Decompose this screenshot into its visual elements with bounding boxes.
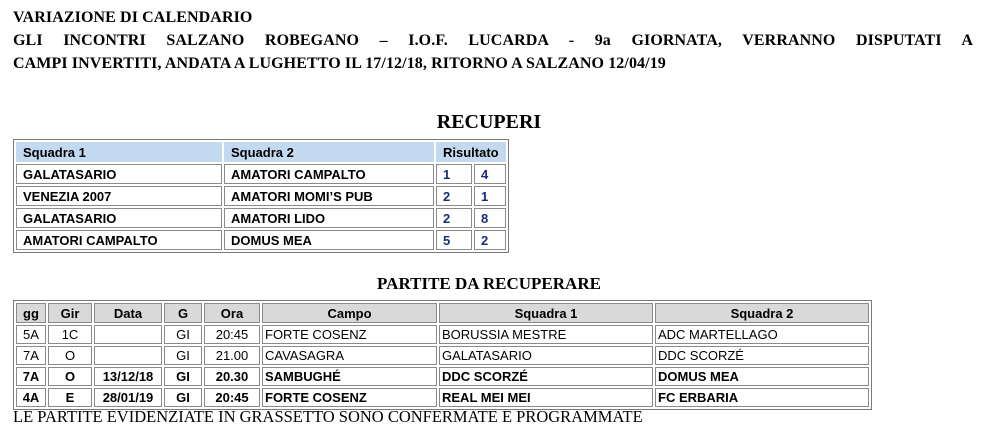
column-header-gir: Gir (48, 303, 92, 323)
score-2-cell: 8 (474, 208, 506, 228)
column-header-squadra-1: Squadra 1 (16, 142, 222, 162)
table-row (16, 388, 869, 407)
footer-note: LE PARTITE EVIDENZIATE IN GRASSETTO SONO CONFERMATE E PROGRAMMATE (13, 407, 643, 426)
squadra-1-cell: REAL MEI MEI (439, 388, 653, 407)
score-1-cell: 2 (436, 186, 472, 206)
squadra-2-cell: DDC SCORZÉ (655, 346, 869, 365)
gir-cell: O (48, 367, 92, 386)
column-header-campo: Campo (262, 303, 437, 323)
gir-cell: 1C (48, 325, 92, 344)
squadra-1-cell: DDC SCORZÉ (439, 367, 653, 386)
table-row (16, 367, 869, 386)
column-header-g: G (164, 303, 202, 323)
recuperi-table (13, 139, 509, 253)
gir-cell: E (48, 388, 92, 407)
score-1-cell: 1 (436, 164, 472, 184)
team-1-cell: GALATASARIO (16, 208, 222, 228)
g-cell: GI (164, 388, 202, 407)
announcement-line-2: CAMPI INVERTITI, ANDATA A LUGHETTO IL 17/12/18, RITORNO A SALZANO 12/04/19 (13, 55, 666, 72)
data-cell: 28/01/19 (94, 388, 162, 407)
column-header-squadra-2: Squadra 2 (655, 303, 869, 323)
column-header-gg: gg (16, 303, 46, 323)
score-1-cell: 2 (436, 208, 472, 228)
recuperi-header-row (16, 142, 506, 162)
campo-cell: SAMBUGHÉ (262, 367, 437, 386)
table-row (16, 325, 869, 344)
team-2-cell: AMATORI MOMI’S PUB (224, 186, 434, 206)
table-row (16, 230, 506, 250)
gg-cell: 4A (16, 388, 46, 407)
score-2-cell: 4 (474, 164, 506, 184)
announcement-title: VARIAZIONE DI CALENDARIO (13, 9, 253, 26)
table-row (16, 164, 506, 184)
ora-cell: 20:45 (204, 388, 260, 407)
table-row (16, 346, 869, 365)
ora-cell: 20:45 (204, 325, 260, 344)
column-header-squadra-1: Squadra 1 (439, 303, 653, 323)
gg-cell: 5A (16, 325, 46, 344)
partite-title: PARTITE DA RECUPERARE (377, 274, 601, 293)
ora-cell: 21.00 (204, 346, 260, 365)
column-header-squadra-2: Squadra 2 (224, 142, 434, 162)
partite-header-row (16, 303, 869, 323)
partite-table (13, 300, 872, 410)
squadra-1-cell: BORUSSIA MESTRE (439, 325, 653, 344)
squadra-2-cell: FC ERBARIA (655, 388, 869, 407)
data-cell (94, 325, 162, 344)
data-cell: 13/12/18 (94, 367, 162, 386)
gg-cell: 7A (16, 346, 46, 365)
data-cell (94, 346, 162, 365)
squadra-2-cell: ADC MARTELLAGO (655, 325, 869, 344)
score-1-cell: 5 (436, 230, 472, 250)
column-header-risultato: Risultato (436, 142, 506, 162)
team-2-cell: AMATORI CAMPALTO (224, 164, 434, 184)
campo-cell: FORTE COSENZ (262, 325, 437, 344)
g-cell: GI (164, 367, 202, 386)
table-row (16, 208, 506, 228)
squadra-2-cell: DOMUS MEA (655, 367, 869, 386)
team-1-cell: AMATORI CAMPALTO (16, 230, 222, 250)
column-header-data: Data (94, 303, 162, 323)
recuperi-title: RECUPERI (436, 111, 542, 133)
score-2-cell: 2 (474, 230, 506, 250)
team-1-cell: GALATASARIO (16, 164, 222, 184)
gir-cell: O (48, 346, 92, 365)
team-2-cell: AMATORI LIDO (224, 208, 434, 228)
campo-cell: FORTE COSENZ (262, 388, 437, 407)
score-2-cell: 1 (474, 186, 506, 206)
column-header-ora: Ora (204, 303, 260, 323)
g-cell: GI (164, 346, 202, 365)
announcement-line-1: GLI INCONTRI SALZANO ROBEGANO – I.O.F. LUCARDA - 9a GIORNATA, VERRANNO DISPUTATI A (13, 32, 973, 49)
announcement-header (13, 6, 973, 75)
g-cell: GI (164, 325, 202, 344)
team-1-cell: VENEZIA 2007 (16, 186, 222, 206)
team-2-cell: DOMUS MEA (224, 230, 434, 250)
campo-cell: CAVASAGRA (262, 346, 437, 365)
squadra-1-cell: GALATASARIO (439, 346, 653, 365)
ora-cell: 20.30 (204, 367, 260, 386)
gg-cell: 7A (16, 367, 46, 386)
table-row (16, 186, 506, 206)
